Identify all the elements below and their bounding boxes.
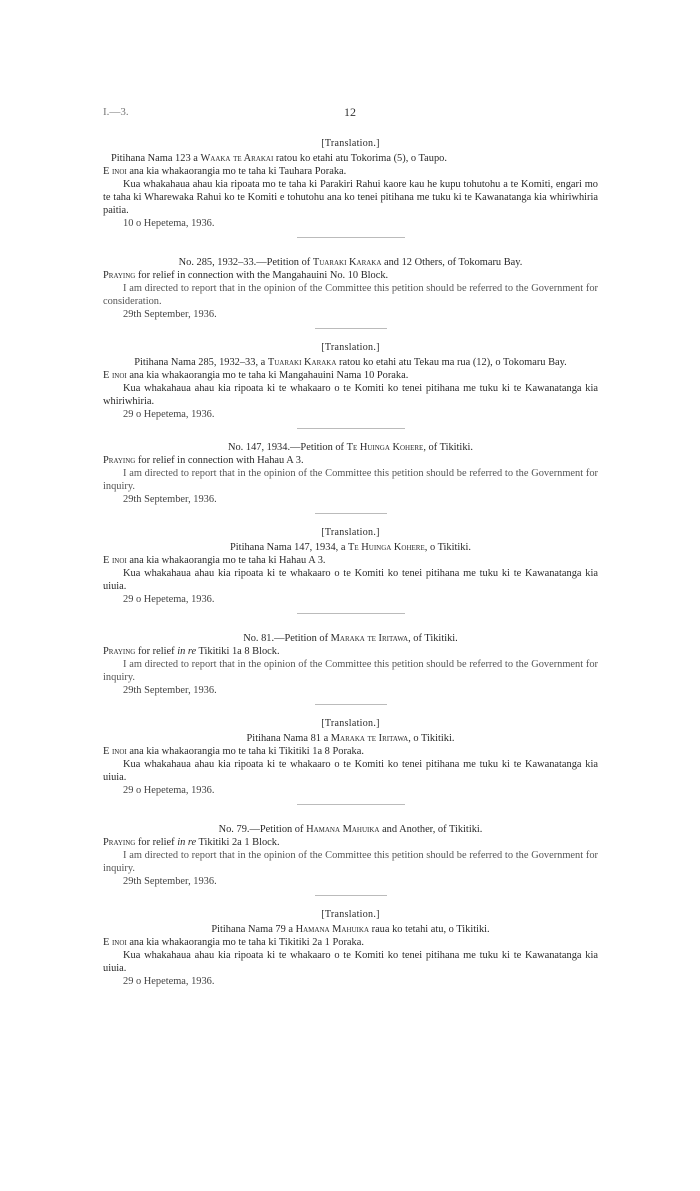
petition-block — [103, 341, 598, 421]
petition-block — [103, 717, 598, 797]
petition-prayer: E inoi ana kia whakaorangia mo te taha ki Mangahauini Nama 10 Poraka. — [103, 370, 409, 381]
petitioner-name: Waaka te Arakai — [200, 153, 274, 164]
petition-title: Pitihana Nama 285, 1932–33, a Tuaraki Karaka ratou ko etahi atu Tekau ma rua (12), o Tokomaru Bay. — [134, 357, 567, 368]
report-date: 29th September, 1936. — [123, 685, 217, 696]
committee-report: Kua whakahaua ahau kia ripoata ki te whakaaro o te Komiti ko tenei pitihana me tuku ki te Kawanatanga kia uiuia. — [103, 568, 598, 592]
committee-report: Kua whakahaua ahau kia ripoata mo te taha ki Parakiri Rahui kaore kau he kupu tohutohu a te Komiti, engari mo te taha ki Wharewaka Rahui ko te Komiti e tohutohu ana ko tenei pitihana me tuku ki te Kawanatanga kia whiriwhiria paitia. — [103, 179, 598, 216]
petitioner-name: Te Huinga Kohere — [346, 442, 424, 453]
committee-report: I am directed to report that in the opinion of the Committee this petition should be referred to the Government for inquiry. — [103, 468, 598, 492]
committee-report: Kua whakahaua ahau kia ripoata ki te whakaaro o te Komiti ko tenei pitihana me tuku ki te Kawanatanga kia uiuia. — [103, 950, 598, 974]
petition-title: Pitihana Nama 123 a Waaka te Arakai ratou ko etahi atu Tokorima (5), o Taupo. — [111, 153, 447, 164]
translation-heading: [Translation.] — [321, 342, 380, 353]
petition-title: Pitihana Nama 79 a Hamana Mahuika raua ko tetahi atu, o Tikitiki. — [211, 924, 490, 935]
petition-prayer: E inoi ana kia whakaorangia mo te taha ki Tikitiki 1a 8 Poraka. — [103, 746, 364, 757]
page-header — [0, 106, 700, 122]
report-date: 29th September, 1936. — [123, 494, 217, 505]
petition-prayer: E inoi ana kia whakaorangia mo te taha ki Tikitiki 2a 1 Poraka. — [103, 937, 364, 948]
petitioner-name: Te Huinga Kohere — [348, 542, 425, 553]
report-date: 29 o Hepetema, 1936. — [123, 594, 215, 605]
petition-prayer: E inoi ana kia whakaorangia mo te taha ki Hahau A 3. — [103, 555, 326, 566]
translation-heading: [Translation.] — [321, 909, 380, 920]
page-number: 12 — [344, 105, 356, 119]
petition-block — [103, 256, 598, 321]
petitioner-name: Hamana Mahuika — [306, 824, 380, 835]
translation-heading: [Translation.] — [321, 138, 380, 149]
petition-block — [103, 823, 598, 888]
translation-heading: [Translation.] — [321, 527, 380, 538]
petition-title: Pitihana Nama 81 a Maraka te Iritawa, o Tikitiki. — [246, 733, 455, 744]
petition-title: No. 147, 1934.—Petition of Te Huinga Kohere, of Tikitiki. — [227, 442, 473, 453]
petition-prayer: Praying for relief in connection with the Mangahauini No. 10 Block. — [103, 270, 389, 281]
report-date: 29th September, 1936. — [123, 309, 217, 320]
petitioner-name: Maraka te Iritawa — [330, 633, 409, 644]
report-date: 29 o Hepetema, 1936. — [123, 976, 215, 987]
petition-block — [103, 526, 598, 606]
petitioner-name: Maraka te Iritawa — [330, 733, 409, 744]
petition-block — [103, 137, 598, 230]
committee-report: I am directed to report that in the opinion of the Committee this petition should be referred to the Government for consideration. — [103, 283, 598, 307]
petition-block — [103, 632, 598, 697]
translation-heading: [Translation.] — [321, 718, 380, 729]
petition-prayer: Praying for relief in re Tikitiki 2a 1 Block. — [103, 837, 280, 848]
report-date: 29th September, 1936. — [123, 876, 217, 887]
petition-block — [103, 908, 598, 988]
report-date: 10 o Hepetema, 1936. — [123, 218, 215, 229]
report-date: 29 o Hepetema, 1936. — [123, 785, 215, 796]
petition-prayer: E inoi ana kia whakaorangia mo te taha ki Tauhara Poraka. — [103, 166, 347, 177]
report-date: 29 o Hepetema, 1936. — [123, 409, 215, 420]
petition-prayer: Praying for relief in re Tikitiki 1a 8 Block. — [103, 646, 280, 657]
petition-title: No. 285, 1932–33.—Petition of Tuaraki Karaka and 12 Others, of Tokomaru Bay. — [178, 257, 523, 268]
document-body — [103, 137, 598, 988]
petition-block — [103, 441, 598, 506]
petition-title: No. 79.—Petition of Hamana Mahuika and Another, of Tikitiki. — [218, 824, 483, 835]
petition-prayer: Praying for relief in connection with Hahau A 3. — [103, 455, 304, 466]
document-code: I.—3. — [103, 106, 129, 118]
petition-title: No. 81.—Petition of Maraka te Iritawa, of Tikitiki. — [243, 633, 458, 644]
petitioner-name: Tuaraki Karaka — [267, 357, 337, 368]
committee-report: Kua whakahaua ahau kia ripoata ki te whakaaro o te Komiti ko tenei pitihana me tuku ki te Kawanatanga kia whiriwhiria. — [103, 383, 598, 407]
committee-report: I am directed to report that in the opinion of the Committee this petition should be referred to the Government for inquiry. — [103, 659, 598, 683]
petitioner-name: Hamana Mahuika — [295, 924, 370, 935]
petition-title: Pitihana Nama 147, 1934, a Te Huinga Kohere, o Tikitiki. — [230, 542, 471, 553]
committee-report: I am directed to report that in the opinion of the Committee this petition should be referred to the Government for inquiry. — [103, 850, 598, 874]
petitioner-name: Tuaraki Karaka — [312, 257, 382, 268]
committee-report: Kua whakahaua ahau kia ripoata ki te whakaaro o te Komiti ko tenei pitihana me tuku ki te Kawanatanga kia uiuia. — [103, 759, 598, 783]
